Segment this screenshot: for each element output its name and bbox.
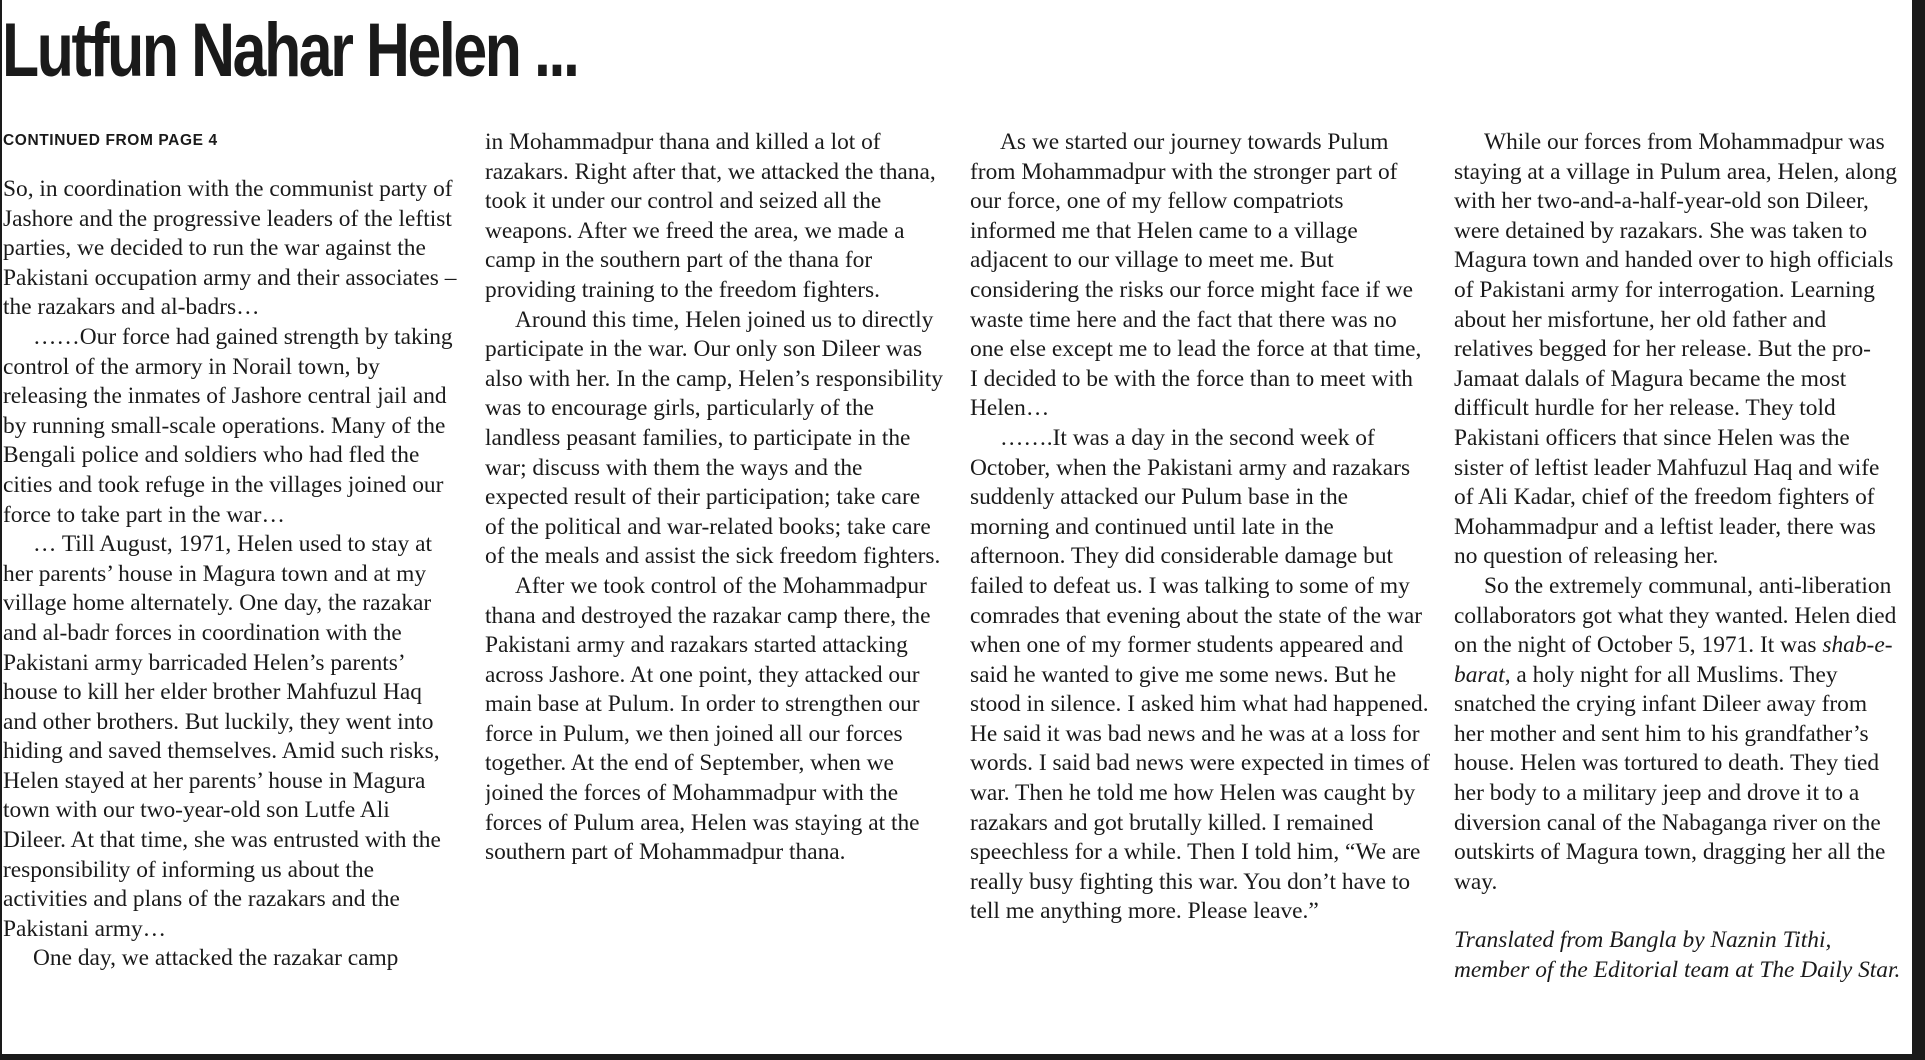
paragraph: One day, we attacked the razakar camp	[33, 945, 399, 972]
paragraph: As we started our journey towards Pulum from Mohammadpur with the stronger part of our force, one of my fellow compatriots informed me that Helen came to a village adjacent to our village to meet me. But considering the risks our force might face if we waste time here and the fact that there was no one else except me to lead the force at that time, I decided to be with the force than to meet with Helen…	[970, 129, 1422, 422]
paragraph-text: , a holy night for all Muslims. They snatched the crying infant Dileer away from her mother and sent him to his grandfather’s house. Helen was tortured to death. They tied her body to a military jeep and drove it to a diversion canal of the Nabaganga river on the outskirts of Magura town, dragging her all the way.	[1454, 661, 1886, 895]
italic-term: shab-e-barat	[1454, 632, 1893, 688]
article-column-1	[3, 128, 458, 1048]
paragraph: Around this time, Helen joined us to directly participate in the war. Our only son Dileer was also with her. In the camp, Helen’s responsibility was to encourage girls, particularly of the landless peasant families, to participate in the war; discuss with them the ways and the expected result of their participation; take care of the political and war-related books; take care of the meals and assist the sick freedom fighters.	[485, 306, 943, 570]
headline: Lutfun Nahar Helen ...	[2, 8, 578, 93]
article-column-4	[1454, 128, 1902, 1048]
page-edge-bottom	[0, 1054, 1925, 1060]
spacer	[1454, 897, 1902, 926]
article-column-3	[970, 128, 1430, 1048]
paragraph: … Till August, 1971, Helen used to stay at her parents’ house in Magura town and at my village home alternately. One day, the razakar and al-badr forces in coordination with the Pakistani army barricaded Helen’s parents’ house to kill her elder brother Mahfuzul Haq and other brothers. But luckily, they went into hiding and saved themselves. Amid such risks, Helen stayed at her parents’ house in Magura town with our two-year-old son Lutfe Ali Dileer. At that time, she was entrusted with the responsibility of informing us about the activities and plans of the razakars and the Pakistani army…	[3, 531, 441, 942]
continued-label: CONTINUED FROM PAGE 4	[3, 132, 218, 149]
paragraph-text: So the extremely communal, anti-liberation collaborators got what they wanted. Helen died on the night of October 5, 1971. It was	[1454, 572, 1897, 659]
paragraph	[1454, 572, 1902, 898]
article-column-2	[485, 128, 945, 1048]
paragraph: ……Our force had gained strength by taking control of the armory in Norail town, by releasing the inmates of Jashore central jail and by running small-scale operations. Many of the Bengali police and soldiers who had fled the cities and took refuge in the villages joined our force to take part in the war…	[3, 323, 453, 528]
paragraph: in Mohammadpur thana and killed a lot of razakars. Right after that, we attacked the thana, took it under our control and seized all the weapons. After we freed the area, we made a camp in the southern part of the thana for providing training to the freedom fighters.	[485, 129, 936, 303]
paragraph: So, in coordination with the communist party of Jashore and the progressive leaders of the leftist parties, we decided to run the war against the Pakistani occupation army and their associates – the razakars and al-badrs…	[3, 176, 457, 321]
translation-credit: Translated from Bangla by Naznin Tithi, member of the Editorial team at The Daily Star.	[1454, 927, 1901, 984]
paragraph: After we took control of the Mohammadpur thana and destroyed the razakar camp there, the Pakistani army and razakars started attacking across Jashore. At one point, they attacked our main base at Pulum. In order to strengthen our force in Pulum, we then joined all our forces together. At the end of September, when we joined the forces of Mohammadpur with the forces of Pulum area, Helen was staying at the southern part of Mohammadpur thana.	[485, 572, 931, 866]
page-edge-right	[1912, 0, 1925, 1060]
paragraph: …….It was a day in the second week of October, when the Pakistani army and razakars suddenly attacked our Pulum base in the morning and continued until late in the afternoon. They did considerable damage but failed to defeat us. I was talking to some of my comrades that evening about the state of the war when one of my former students appeared and said he wanted to give me some news. But he stood in silence. I asked him what had happened. He said it was bad news and he was at a loss for words. I said bad news were expected in times of war. Then he told me how Helen was caught by razakars and got brutally killed. I remained speechless for a while. Then I told him, “We are really busy fighting this war. You don’t have to tell me anything more. Please leave.”	[970, 424, 1430, 925]
paragraph: While our forces from Mohammadpur was staying at a village in Pulum area, Helen, along with her two-and-a-half-year-old son Dileer, were detained by razakars. She was taken to Magura town and handed over to high officials of Pakistani army for interrogation. Learning about her misfortune, her old father and relatives begged for her release. But the pro-Jamaat dalals of Magura became the most difficult hurdle for her release. They told Pakistani officers that since Helen was the sister of leftist leader Mahfuzul Haq and wife of Ali Kadar, chief of the freedom fighters of Mohammadpur and a leftist leader, there was no question of releasing her.	[1454, 129, 1897, 570]
page-edge-left	[0, 0, 2, 1060]
